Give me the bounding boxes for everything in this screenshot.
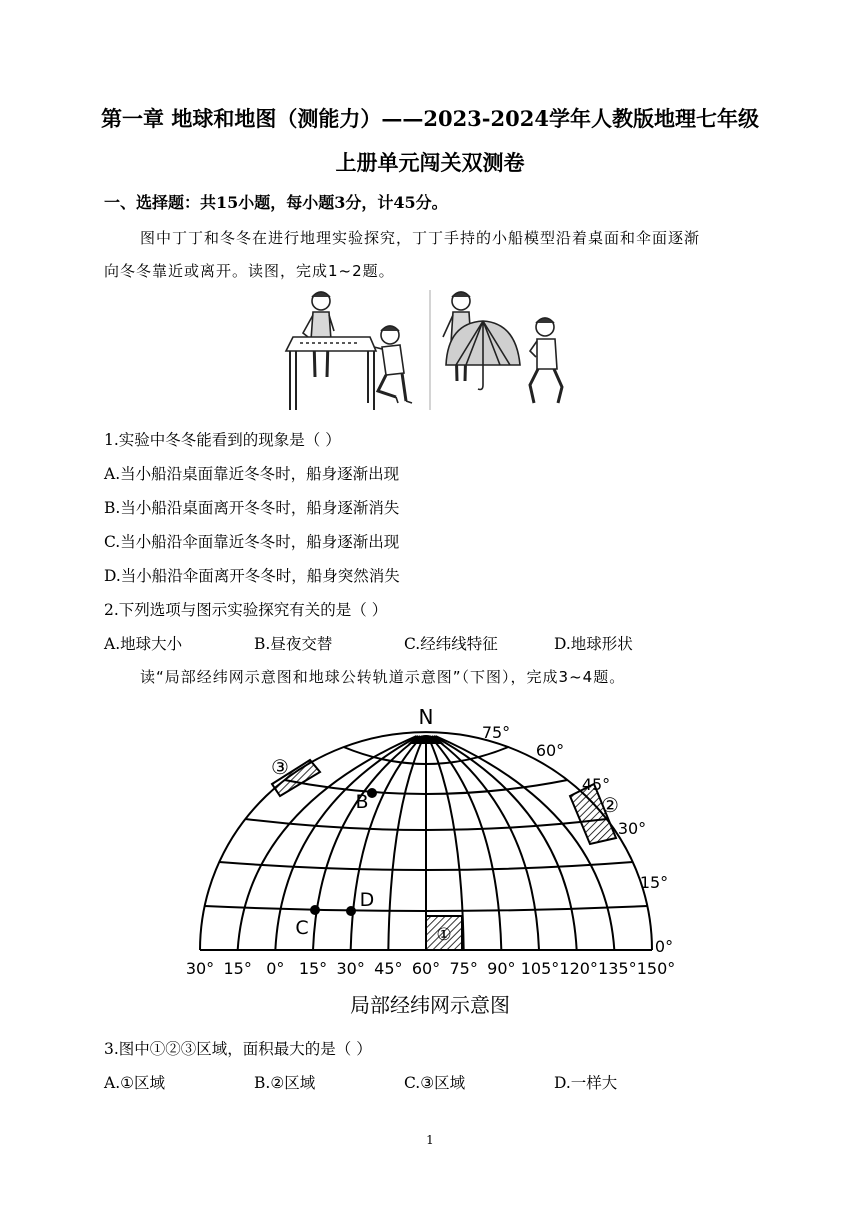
latitude-label: 45° xyxy=(581,775,611,794)
question-3-option-c[interactable]: C.③区域 xyxy=(404,1074,466,1092)
point-c-label: C xyxy=(295,917,309,939)
region-1-label: ① xyxy=(436,925,452,945)
longitude-label: 120° xyxy=(559,959,598,978)
longitude-label: 105° xyxy=(520,959,560,978)
question-3-stem: 3.图中①②③区域，面积最大的是（ ） xyxy=(104,1040,372,1058)
question-2-option-d[interactable]: D.地球形状 xyxy=(554,635,633,653)
intro-paragraph-line1: 图中丁丁和冬冬在进行地理实验探究，丁丁手持的小船模型沿着桌面和伞面逐渐 xyxy=(140,229,701,247)
longitude-label: 30° xyxy=(336,959,365,978)
region-2-label: ② xyxy=(601,793,619,817)
document-title-line1: 第一章 地球和地图（测能力）——2023-2024学年人教版地理七年级 xyxy=(101,106,759,131)
question-3-option-a[interactable]: A.①区域 xyxy=(104,1074,166,1092)
question-2-stem: 2.下列选项与图示实验探究有关的是（ ） xyxy=(104,601,388,619)
meridian-line xyxy=(388,736,424,950)
crouching-boy xyxy=(530,318,562,403)
experiment-illustration xyxy=(278,285,578,415)
longitude-label: 15° xyxy=(223,959,252,978)
longitude-label: 15° xyxy=(298,959,328,978)
question-1-option-b[interactable]: B.当小船沿桌面离开冬冬时，船身逐渐消失 xyxy=(104,499,400,517)
table xyxy=(286,337,376,410)
question-2-option-c[interactable]: C.经纬线特征 xyxy=(404,635,498,653)
longitude-label: 75° xyxy=(449,959,478,978)
map-caption: 局部经纬网示意图 xyxy=(350,993,510,1017)
document-title-line2: 上册单元闯关双测卷 xyxy=(335,150,525,175)
latitude-label: 60° xyxy=(535,741,565,760)
section-heading: 一、选择题：共15小题，每小题3分，计45分。 xyxy=(104,193,448,212)
intro-paragraph-map: 读“局部经纬网示意图和地球公转轨道示意图”（下图），完成3~4题。 xyxy=(140,668,626,686)
question-3-option-d[interactable]: D.一样大 xyxy=(554,1074,618,1092)
question-1-stem: 1.实验中冬冬能看到的现象是（ ） xyxy=(104,431,341,449)
graticule-map xyxy=(180,700,680,1030)
latitude-label: 75° xyxy=(481,723,511,742)
longitude-label: 30° xyxy=(185,959,215,978)
point-b-label: B xyxy=(355,791,369,813)
longitude-label: 0° xyxy=(266,959,285,978)
question-2-option-b[interactable]: B.昼夜交替 xyxy=(254,635,333,653)
latitude-label: 15° xyxy=(639,873,669,892)
longitude-label: 90° xyxy=(487,959,516,978)
north-label: N xyxy=(418,705,434,729)
region-3-label: ③ xyxy=(271,755,289,779)
question-1-option-c[interactable]: C.当小船沿伞面靠近冬冬时，船身逐渐出现 xyxy=(104,533,400,551)
page-number: 1 xyxy=(426,1133,434,1147)
point-d xyxy=(346,906,356,916)
kneeling-boy xyxy=(374,326,412,403)
longitude-label: 150° xyxy=(636,959,676,978)
longitude-label: 135° xyxy=(598,959,637,978)
question-1-option-d[interactable]: D.当小船沿伞面离开冬冬时，船身突然消失 xyxy=(104,567,400,585)
longitude-label: 60° xyxy=(411,959,441,978)
question-3-option-b[interactable]: B.②区域 xyxy=(254,1074,316,1092)
point-c xyxy=(310,905,320,915)
intro-paragraph-line2: 向冬冬靠近或离开。读图，完成1~2题。 xyxy=(104,262,395,280)
longitude-label: 45° xyxy=(374,959,403,978)
point-d-label: D xyxy=(359,889,375,911)
meridian-line xyxy=(313,736,420,950)
latitude-label: 0° xyxy=(654,937,674,956)
question-2-option-a[interactable]: A.地球大小 xyxy=(104,635,183,653)
standing-boy-left xyxy=(303,292,334,377)
latitude-label: 30° xyxy=(617,819,647,838)
question-1-option-a[interactable]: A.当小船沿桌面靠近冬冬时，船身逐渐出现 xyxy=(104,465,400,483)
